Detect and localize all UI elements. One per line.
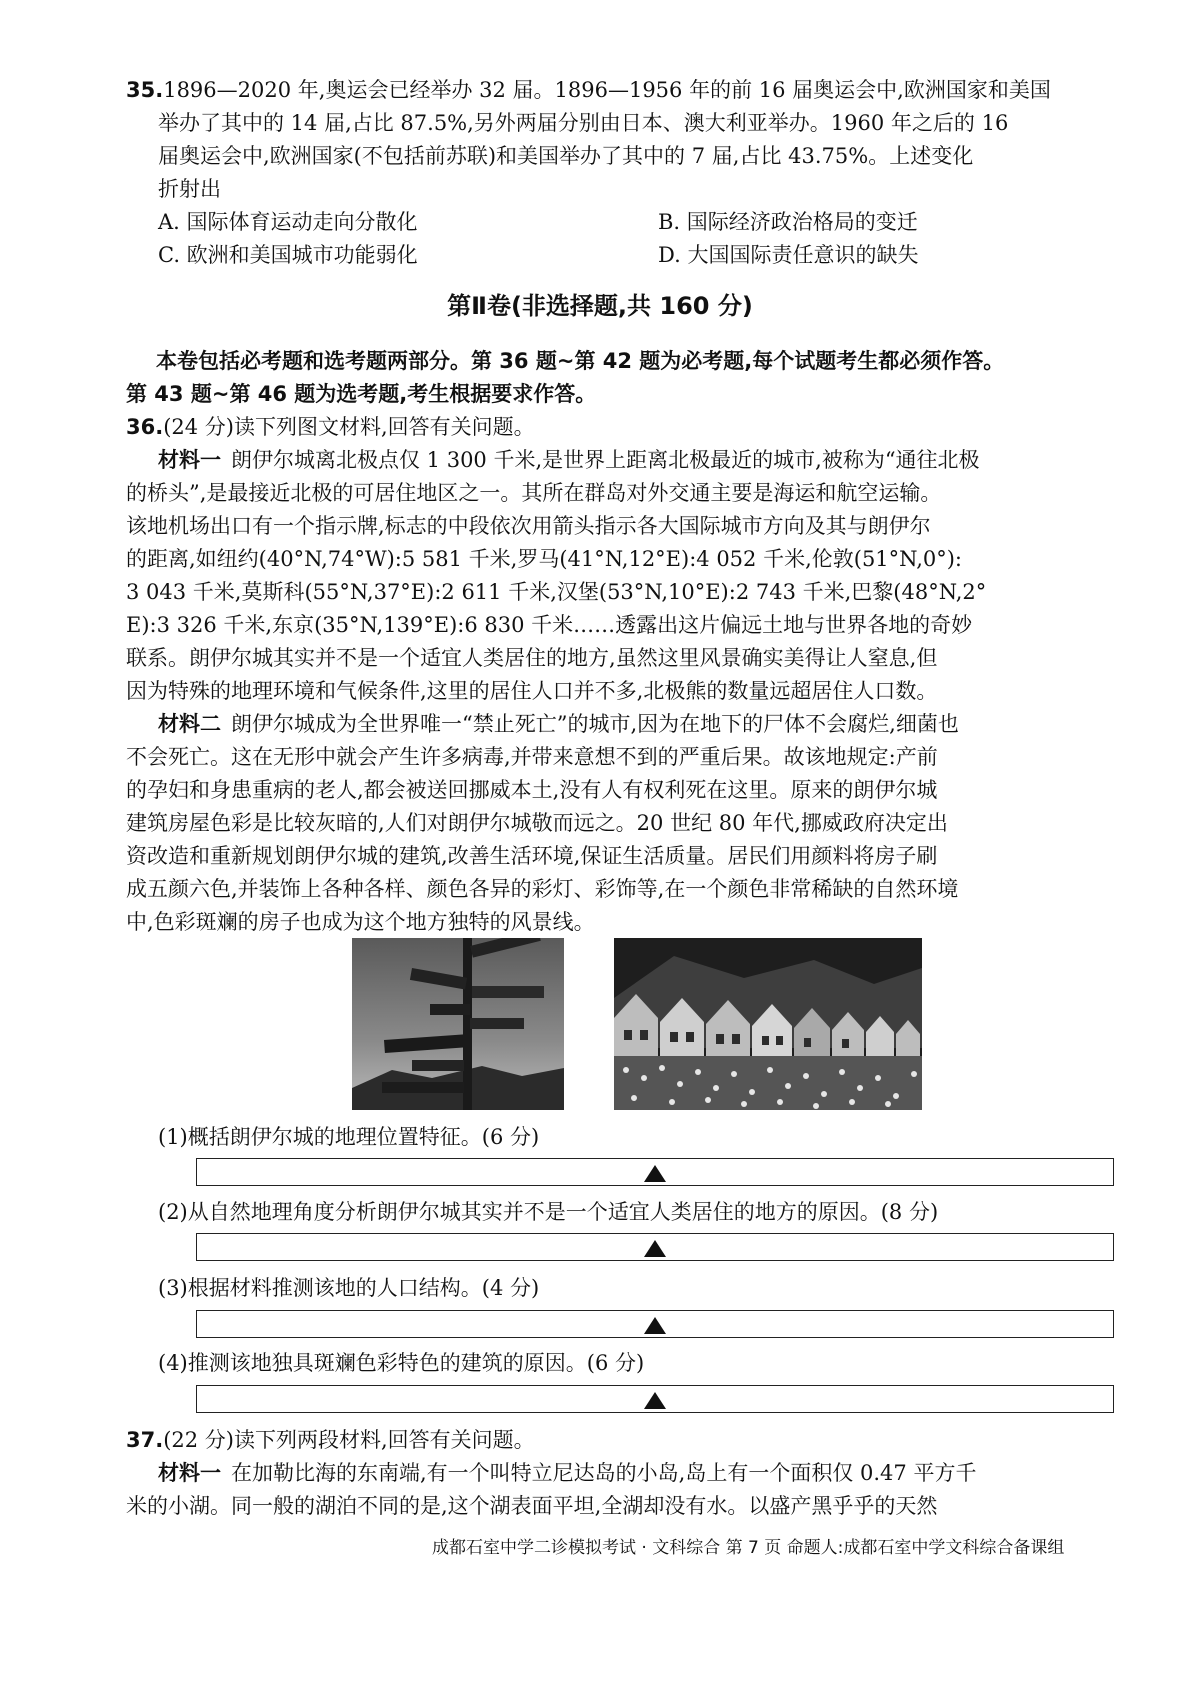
sub-question-text: (2)从自然地理角度分析朗伊尔城其实并不是一个适宜人类居住的地方的原因。(8 分) <box>158 1200 939 1224</box>
material-text-line: 朗伊尔城成为全世界唯一“禁止死亡”的城市,因为在地下的尸体不会腐烂,细菌也 <box>231 712 959 736</box>
section-intro <box>126 345 1126 411</box>
material-text-line: 的桥头”,是最接近北极的可居住地区之一。其所在群岛对外交通主要是海运和航空运输。 <box>126 481 942 505</box>
answer-box-4[interactable] <box>196 1385 1114 1413</box>
sub-question-text: (3)根据材料推测该地的人口结构。(4 分) <box>158 1276 540 1300</box>
question-number: 37. <box>126 1428 164 1452</box>
material-label: 材料一 <box>158 1461 221 1485</box>
material-label: 材料二 <box>158 712 221 736</box>
sub-question-text: (4)推测该地独具斑斓色彩特色的建筑的原因。(6 分) <box>158 1351 645 1375</box>
material-text-line: 该地机场出口有一个指示牌,标志的中段依次用箭头指示各大国际城市方向及其与朗伊尔 <box>126 514 931 538</box>
material-text-line: 因为特殊的地理环境和气候条件,这里的居住人口并不多,北极熊的数量远超居住人口数。 <box>126 679 938 703</box>
material-text-line: 3 043 千米,莫斯科(55°N,37°E):2 611 千米,汉堡(53°N,10°E):2 743 千米,巴黎(48°N,2° <box>126 580 987 604</box>
intro-line: 本卷包括必考题和选考题两部分。第 36 题~第 42 题为必考题,每个试题考生都必须作答。 <box>156 349 1005 373</box>
question-number: 35. <box>126 78 164 102</box>
question-36 <box>126 411 1126 939</box>
question-stem: (22 分)读下列两段材料,回答有关问题。 <box>163 1428 535 1452</box>
page-footer: 成都石室中学二诊模拟考试 · 文科综合 第 7 页 命题人:成都石室中学文科综合备课组 <box>432 1538 1065 1558</box>
question-35 <box>126 74 1126 272</box>
question-stem: (24 分)读下列图文材料,回答有关问题。 <box>163 415 535 439</box>
question-37 <box>126 1424 1126 1523</box>
option-b: B. 国际经济政治格局的变迁 <box>658 210 918 234</box>
answer-box-2[interactable] <box>196 1233 1114 1261</box>
material-text-line: 建筑房屋色彩是比较灰暗的,人们对朗伊尔城敬而远之。20 世纪 80 年代,挪威政府决定出 <box>126 811 948 835</box>
options-grid <box>126 206 1126 272</box>
signpost-photo <box>352 938 564 1110</box>
sub-question-2 <box>158 1196 1138 1229</box>
triangle-marker-icon <box>644 1392 666 1409</box>
sub-question-4 <box>158 1347 1138 1380</box>
material-label: 材料一 <box>158 448 221 472</box>
material-text-line: E):3 326 千米,东京(35°N,139°E):6 830 千米……透露出这片偏远土地与世界各地的奇妙 <box>126 613 973 637</box>
material-text-line: 的距离,如纽约(40°N,74°W):5 581 千米,罗马(41°N,12°E):4 052 千米,伦敦(51°N,0°): <box>126 547 962 571</box>
material-text-line: 成五颜六色,并装饰上各种各样、颜色各异的彩灯、彩饰等,在一个颜色非常稀缺的自然环境 <box>126 877 959 901</box>
triangle-marker-icon <box>644 1165 666 1182</box>
houses-illustration <box>614 938 922 1110</box>
section-title: 第Ⅱ卷(非选择题,共 160 分) <box>447 292 753 320</box>
answer-box-1[interactable] <box>196 1158 1114 1186</box>
triangle-marker-icon <box>644 1240 666 1257</box>
question-text-line: 举办了其中的 14 届,占比 87.5%,另外两届分别由日本、澳大利亚举办。1960 年之后的 16 <box>158 111 1009 135</box>
material-text-line: 朗伊尔城离北极点仅 1 300 千米,是世界上距离北极最近的城市,被称为“通往北极 <box>231 448 980 472</box>
sub-question-1 <box>158 1121 1138 1154</box>
question-number: 36. <box>126 415 164 439</box>
option-d: D. 大国国际责任意识的缺失 <box>658 243 919 267</box>
material-text-line: 资改造和重新规划朗伊尔城的建筑,改善生活环境,保证生活质量。居民们用颜料将房子刷 <box>126 844 938 868</box>
signpost-illustration <box>352 938 564 1110</box>
intro-line: 第 43 题~第 46 题为选考题,考生根据要求作答。 <box>126 382 597 406</box>
material-text-line: 中,色彩斑斓的房子也成为这个地方独特的风景线。 <box>126 910 595 934</box>
material-text-line: 的孕妇和身患重病的老人,都会被送回挪威本土,没有人有权利死在这里。原来的朗伊尔城 <box>126 778 938 802</box>
material-text-line: 在加勒比海的东南端,有一个叫特立尼达岛的小岛,岛上有一个面积仅 0.47 平方千 <box>231 1461 977 1485</box>
question-text-line: 届奥运会中,欧洲国家(不包括前苏联)和美国举办了其中的 7 届,占比 43.75%。上述变化 <box>158 144 974 168</box>
question-text-line: 1896—2020 年,奥运会已经举办 32 届。1896—1956 年的前 16 届奥运会中,欧洲国家和美国 <box>163 78 1051 102</box>
material-text-line: 联系。朗伊尔城其实并不是一个适宜人类居住的地方,虽然这里风景确实美得让人窒息,但 <box>126 646 938 670</box>
option-c: C. 欧洲和美国城市功能弱化 <box>158 243 418 267</box>
sub-question-text: (1)概括朗伊尔城的地理位置特征。(6 分) <box>158 1125 540 1149</box>
material-text-line: 米的小湖。同一般的湖泊不同的是,这个湖表面平坦,全湖却没有水。以盛产黑乎乎的天然 <box>126 1494 938 1518</box>
option-a: A. 国际体育运动走向分散化 <box>158 210 418 234</box>
question-text-line: 折射出 <box>158 177 221 201</box>
answer-box-3[interactable] <box>196 1310 1114 1338</box>
material-text-line: 不会死亡。这在无形中就会产生许多病毒,并带来意想不到的严重后果。故该地规定:产前 <box>126 745 938 769</box>
sub-question-3 <box>158 1272 1138 1305</box>
triangle-marker-icon <box>644 1317 666 1334</box>
colorful-houses-photo <box>614 938 922 1110</box>
